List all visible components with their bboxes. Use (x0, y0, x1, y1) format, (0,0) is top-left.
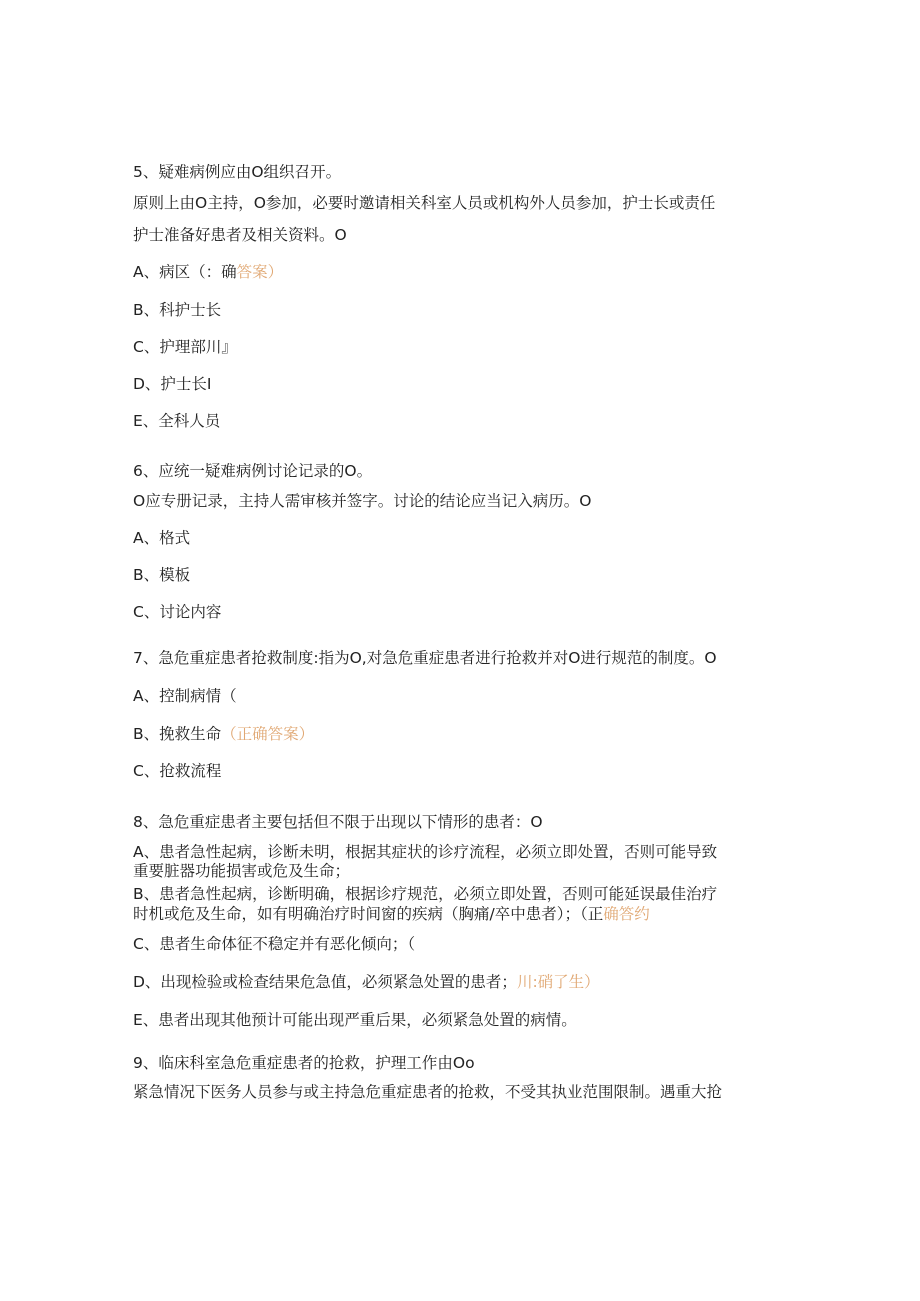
q5-question: 5、疑难病例应由O组织召开。 (133, 163, 342, 181)
q5-option-c: C、护理部川』 (133, 338, 237, 356)
q8-option-b-line1: B、患者急性起病，诊断明确，根据诊疗规范，必须立即处置，否则可能延误最佳治疗 (133, 885, 718, 903)
q5-answer-mark: 答案） (236, 263, 284, 281)
q7-question: 7、急危重症患者抢救制度:指为O,对急危重症患者进行抢救并对O进行规范的制度。O (133, 649, 717, 667)
q5-option-d: D、护士长I (133, 375, 212, 393)
q7-option-b-text: B、挽救生命 (133, 725, 222, 743)
q8-answer-mark-d: 川:硝了生） (516, 973, 600, 991)
q8-option-a-line2: 重要脏器功能损害或危及生命； (133, 862, 351, 880)
q5-option-a-text: A、病区（：确 (133, 263, 237, 281)
q5-option-e: E、全科人员 (133, 412, 221, 430)
q8-option-d (133, 972, 600, 992)
q6-option-b: B、模板 (133, 566, 191, 584)
q6-option-c: C、讨论内容 (133, 603, 222, 621)
q5-option-b: B、科护士长 (133, 301, 222, 319)
q5-option-a (133, 262, 283, 282)
q7-option-a: A、控制病情（ (133, 687, 237, 705)
q6-explanation: O应专册记录，主持人需审核并签字。讨论的结论应当记入病历。O (133, 492, 592, 510)
q6-option-a: A、格式 (133, 529, 191, 547)
q8-option-b-line2 (133, 904, 650, 924)
q9-question: 9、临床科室急危重症患者的抢救，护理工作由Oo (133, 1054, 475, 1072)
q8-option-a-line1: A、患者急性起病，诊断未明，根据其症状的诊疗流程，必须立即处置，否则可能导致 (133, 843, 718, 861)
q8-answer-mark-b: 确答约 (603, 905, 650, 923)
q8-option-e: E、患者出现其他预计可能出现严重后果，必须紧急处置的病情。 (133, 1011, 577, 1029)
q7-answer-mark: （正确答案） (221, 725, 315, 743)
q6-question: 6、应统一疑难病例讨论记录的O。 (133, 462, 373, 480)
q8-option-b-line2-text: 时机或危及生命，如有明确治疗时间窗的疾病（胸痛/卒中患者）；（正 (133, 905, 604, 923)
q7-option-b (133, 724, 314, 744)
q9-explanation: 紧急情况下医务人员参与或主持急危重症患者的抢救，不受其执业范围限制。遇重大抢 (133, 1083, 723, 1101)
q5-explanation-line1: 原则上由O主持，O参加，必要时邀请相关科室人员或机构外人员参加，护士长或责任 (133, 194, 716, 212)
q8-option-d-text: D、出现检验或检查结果危急值，必须紧急处置的患者； (133, 973, 517, 991)
q7-option-c: C、抢救流程 (133, 762, 222, 780)
q5-explanation-line2: 护士准备好患者及相关资料。O (133, 226, 347, 244)
q8-question: 8、急危重症患者主要包括但不限于出现以下情形的患者：O (133, 813, 543, 831)
q8-option-c: C、患者生命体征不稳定并有恶化倾向；（ (133, 935, 416, 953)
